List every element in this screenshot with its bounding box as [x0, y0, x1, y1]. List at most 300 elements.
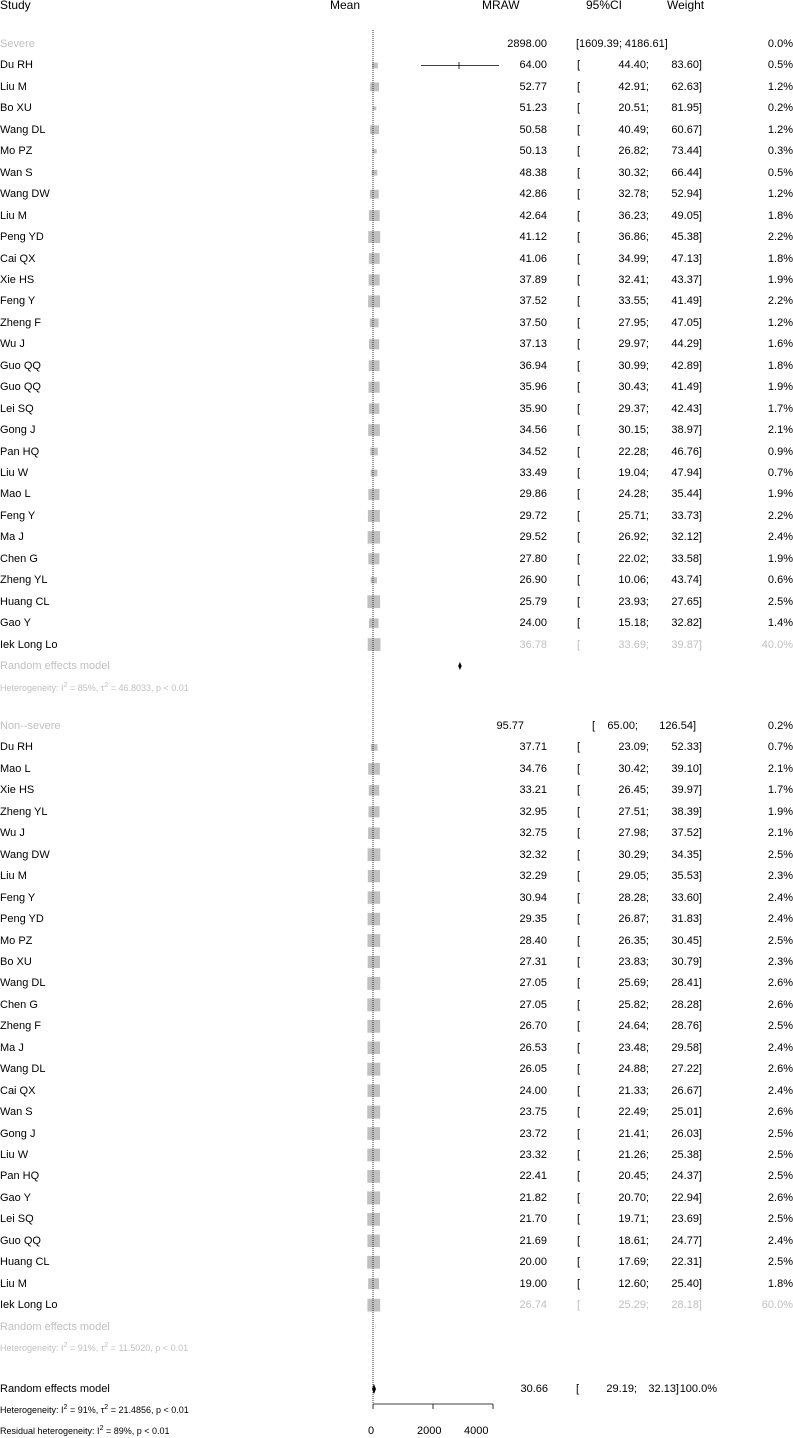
row-1-19-ci-upper: 25.38]	[622, 1149, 702, 1162]
overall-model-label: Random effects model	[0, 1383, 110, 1396]
row-0-22-box	[368, 531, 380, 543]
row-1-11-bracket-open: [	[577, 977, 580, 990]
row-0-20-box	[368, 489, 379, 500]
row-0-25-study: Huang CL	[0, 596, 50, 609]
row-0-9-ci-upper: 47.13]	[622, 253, 702, 266]
row-1-7-bracket-open: [	[577, 892, 580, 905]
row-1-22-box	[367, 1213, 380, 1226]
row-0-17-study: Gong J	[0, 424, 35, 437]
row-0-27-mean: 36.78	[467, 639, 547, 652]
row-0-9-bracket-open: [	[577, 253, 580, 266]
row-1-19-mean: 23.32	[467, 1149, 547, 1162]
row-1-4-weight: 2.1%	[713, 827, 793, 840]
row-1-17-weight: 2.6%	[713, 1106, 793, 1119]
row-1-10-weight: 2.3%	[713, 956, 793, 969]
row-0-9-ci-lower: 34.99;	[569, 253, 649, 266]
row-1-2-bracket-open: [	[577, 784, 580, 797]
row-0-22-ci-upper: 32.12]	[622, 531, 702, 544]
row-0-1-bracket-open: [	[577, 81, 580, 94]
row-1-13-box	[367, 1020, 380, 1033]
row-0-19-ci-upper: 47.94]	[622, 467, 702, 480]
row-1-17-ci-lower: 22.49;	[569, 1106, 649, 1119]
row-1-22-mean: 21.70	[467, 1213, 547, 1226]
row-0-13-ci-lower: 29.97;	[569, 338, 649, 351]
row-1-18-box	[367, 1127, 380, 1140]
row-1-20-box	[367, 1170, 380, 1183]
overall-ci-upper: 32.13]	[599, 1383, 679, 1396]
row-1-0-box	[371, 744, 378, 751]
row-1-2-box	[369, 785, 380, 796]
row-0-22-weight: 2.4%	[713, 531, 793, 544]
row-1-7-mean: 30.94	[467, 892, 547, 905]
row-1-5-ci-upper: 34.35]	[622, 849, 702, 862]
subgroup-summary-lo-1: 65.00;	[558, 720, 638, 733]
row-0-26-mean: 24.00	[467, 617, 547, 630]
row-0-15-ci-lower: 30.43;	[569, 381, 649, 394]
row-0-18-mean: 34.52	[467, 446, 547, 459]
row-0-16-study: Lei SQ	[0, 403, 34, 416]
row-0-2-mean: 51.23	[467, 102, 547, 115]
row-1-17-bracket-open: [	[577, 1106, 580, 1119]
row-1-7-weight: 2.4%	[713, 892, 793, 905]
row-0-20-mean: 29.86	[467, 488, 547, 501]
row-1-19-ci-lower: 21.26;	[569, 1149, 649, 1162]
row-1-16-weight: 2.4%	[713, 1085, 793, 1098]
subgroup-label-1: Non‑‑severe	[0, 720, 61, 733]
row-1-7-box	[368, 891, 380, 903]
subgroup-summary-weight-0: 0.0%	[713, 38, 793, 51]
row-1-25-study: Liu M	[0, 1278, 27, 1291]
row-1-13-study: Zheng F	[0, 1020, 41, 1033]
row-0-7-box	[369, 210, 380, 221]
row-0-12-ci-lower: 27.95;	[569, 317, 649, 330]
row-1-2-study: Xie HS	[0, 784, 34, 797]
subgroup-model-label-0: Random effects model	[0, 660, 110, 673]
row-0-20-ci-lower: 24.28;	[569, 488, 649, 501]
row-1-4-bracket-open: [	[577, 827, 580, 840]
row-0-22-study: Ma J	[0, 531, 24, 544]
row-0-21-box	[368, 510, 380, 522]
row-0-18-ci-lower: 22.28;	[569, 446, 649, 459]
row-1-18-ci-upper: 26.03]	[622, 1128, 702, 1141]
row-0-14-mean: 36.94	[467, 360, 547, 373]
overall-bracket: [	[576, 1383, 579, 1396]
row-0-12-ci-upper: 47.05]	[622, 317, 702, 330]
row-1-12-weight: 2.6%	[713, 999, 793, 1012]
overall-mean: 30.66	[468, 1383, 548, 1396]
row-1-20-mean: 22.41	[467, 1170, 547, 1183]
row-1-25-weight: 1.8%	[713, 1278, 793, 1291]
row-0-10-ci-lower: 32.41;	[569, 274, 649, 287]
row-0-21-bracket-open: [	[577, 510, 580, 523]
row-0-25-bracket-open: [	[577, 596, 580, 609]
row-0-13-ci-upper: 44.29]	[622, 338, 702, 351]
row-0-19-box	[371, 470, 378, 477]
row-1-9-ci-lower: 26.35;	[569, 935, 649, 948]
row-0-25-ci-lower: 23.93;	[569, 596, 649, 609]
row-0-24-weight: 0.6%	[713, 574, 793, 587]
row-0-9-weight: 1.8%	[713, 253, 793, 266]
row-0-13-weight: 1.6%	[713, 338, 793, 351]
row-1-19-study: Liu W	[0, 1149, 28, 1162]
row-0-17-ci-upper: 38.97]	[622, 424, 702, 437]
row-1-9-ci-upper: 30.45]	[622, 935, 702, 948]
row-1-10-ci-lower: 23.83;	[569, 956, 649, 969]
row-0-18-bracket-open: [	[577, 446, 580, 459]
row-0-11-mean: 37.52	[467, 295, 547, 308]
row-0-4-weight: 0.3%	[713, 145, 793, 158]
row-1-1-box	[368, 763, 380, 775]
row-1-11-ci-upper: 28.41]	[622, 977, 702, 990]
row-0-5-weight: 0.5%	[713, 167, 793, 180]
row-0-16-ci-upper: 42.43]	[622, 403, 702, 416]
subgroup-summary-mean-1: 95.77	[444, 720, 524, 733]
row-1-11-ci-lower: 25.69;	[569, 977, 649, 990]
row-0-0-bracket-open: [	[577, 59, 580, 72]
subgroup-diamond-0	[458, 662, 461, 670]
row-1-22-bracket-open: [	[577, 1213, 580, 1226]
row-1-26-mean: 26.74	[467, 1299, 547, 1312]
row-0-3-box	[370, 125, 379, 134]
row-0-15-box	[369, 382, 380, 393]
row-0-3-mean: 50.58	[467, 124, 547, 137]
overall-ci-lower: 29.19;	[557, 1383, 637, 1396]
row-0-18-ci-upper: 46.76]	[622, 446, 702, 459]
row-1-9-weight: 2.5%	[713, 935, 793, 948]
row-0-15-weight: 1.9%	[713, 381, 793, 394]
row-1-22-study: Lei SQ	[0, 1213, 34, 1226]
row-0-23-ci-lower: 22.02;	[569, 553, 649, 566]
row-1-9-bracket-open: [	[577, 935, 580, 948]
row-1-18-mean: 23.72	[467, 1128, 547, 1141]
row-0-27-bracket-open: [	[577, 639, 580, 652]
row-1-19-weight: 2.5%	[713, 1149, 793, 1162]
row-1-18-bracket-open: [	[577, 1128, 580, 1141]
row-0-13-bracket-open: [	[577, 338, 580, 351]
row-0-4-ci-upper: 73.44]	[622, 145, 702, 158]
row-1-20-bracket-open: [	[577, 1170, 580, 1183]
row-0-10-mean: 37.89	[467, 274, 547, 287]
row-1-23-box	[367, 1235, 379, 1247]
row-0-14-ci-upper: 42.89]	[622, 360, 702, 373]
row-0-21-ci-upper: 33.73]	[622, 510, 702, 523]
row-1-8-ci-lower: 26.87;	[569, 913, 649, 926]
row-0-6-box	[370, 190, 379, 199]
row-1-11-weight: 2.6%	[713, 977, 793, 990]
row-0-5-ci-upper: 66.44]	[622, 167, 702, 180]
row-0-17-ci-lower: 30.15;	[569, 424, 649, 437]
row-0-6-study: Wang DW	[0, 188, 50, 201]
row-1-3-bracket-open: [	[577, 806, 580, 819]
row-1-14-bracket-open: [	[577, 1042, 580, 1055]
row-1-20-ci-lower: 20.45;	[569, 1170, 649, 1183]
row-1-2-ci-upper: 39.97]	[622, 784, 702, 797]
row-1-17-study: Wan S	[0, 1106, 33, 1119]
row-0-20-study: Mao L	[0, 488, 31, 501]
row-0-11-ci-upper: 41.49]	[622, 295, 702, 308]
row-0-13-box	[369, 339, 379, 349]
row-0-16-weight: 1.7%	[713, 403, 793, 416]
row-1-2-weight: 1.7%	[713, 784, 793, 797]
row-1-21-ci-upper: 22.94]	[622, 1192, 702, 1205]
row-1-4-study: Wu J	[0, 827, 25, 840]
row-0-26-ci-upper: 32.82]	[622, 617, 702, 630]
row-1-12-ci-lower: 25.82;	[569, 999, 649, 1012]
row-1-18-weight: 2.5%	[713, 1128, 793, 1141]
row-1-7-ci-lower: 28.28;	[569, 892, 649, 905]
row-0-16-bracket-open: [	[577, 403, 580, 416]
row-0-27-study: Iek Long Lo	[0, 639, 58, 652]
row-1-8-mean: 29.35	[467, 913, 547, 926]
row-1-13-bracket-open: [	[577, 1020, 580, 1033]
row-1-26-study: Iek Long Lo	[0, 1299, 58, 1312]
row-1-12-bracket-open: [	[577, 999, 580, 1012]
row-0-7-ci-lower: 36.23;	[569, 210, 649, 223]
row-0-26-box	[369, 618, 379, 628]
row-1-8-bracket-open: [	[577, 913, 580, 926]
row-0-17-bracket-open: [	[577, 424, 580, 437]
row-0-15-bracket-open: [	[577, 381, 580, 394]
row-1-25-box	[368, 1278, 379, 1289]
header-weight: Weight	[667, 0, 704, 12]
row-0-12-study: Zheng F	[0, 317, 41, 330]
overall-residual-heterogeneity: Residual heterogeneity: $I^2 = 89\%$, p < 0.01	[0, 1426, 170, 1437]
row-1-6-mean: 32.29	[467, 870, 547, 883]
row-0-25-weight: 2.5%	[713, 596, 793, 609]
row-0-9-study: Cai QX	[0, 253, 35, 266]
row-0-23-study: Chen G	[0, 553, 38, 566]
row-1-7-ci-upper: 33.60]	[622, 892, 702, 905]
row-1-24-ci-lower: 17.69;	[569, 1256, 649, 1269]
row-0-3-ci-lower: 40.49;	[569, 124, 649, 137]
row-0-1-ci-upper: 62.63]	[622, 81, 702, 94]
header-mraw: MRAW	[482, 0, 520, 12]
row-1-15-ci-lower: 24.88;	[569, 1063, 649, 1076]
row-1-17-ci-upper: 25.01]	[622, 1106, 702, 1119]
row-0-21-mean: 29.72	[467, 510, 547, 523]
row-1-15-ci-upper: 27.22]	[622, 1063, 702, 1076]
row-0-10-weight: 1.9%	[713, 274, 793, 287]
row-1-1-mean: 34.76	[467, 763, 547, 776]
row-1-20-study: Pan HQ	[0, 1170, 39, 1183]
row-1-14-mean: 26.53	[467, 1042, 547, 1055]
row-0-20-weight: 1.9%	[713, 488, 793, 501]
row-1-7-study: Feng Y	[0, 892, 35, 905]
row-0-10-study: Xie HS	[0, 274, 34, 287]
row-1-3-ci-lower: 27.51;	[569, 806, 649, 819]
row-0-25-box	[367, 595, 380, 608]
row-1-5-weight: 2.5%	[713, 849, 793, 862]
row-0-25-mean: 25.79	[467, 596, 547, 609]
row-1-6-ci-lower: 29.05;	[569, 870, 649, 883]
subgroup-summary-ci-0: [1609.39; 4186.61]	[576, 38, 668, 51]
row-1-20-ci-upper: 24.37]	[622, 1170, 702, 1183]
row-0-15-mean: 35.96	[467, 381, 547, 394]
row-1-25-ci-lower: 12.60;	[569, 1278, 649, 1291]
x-tick-label-1: 2000	[417, 1425, 441, 1438]
row-1-21-ci-lower: 20.70;	[569, 1192, 649, 1205]
row-0-0-ci-upper: 83.60]	[622, 59, 702, 72]
row-0-6-ci-upper: 52.94]	[622, 188, 702, 201]
row-1-6-ci-upper: 35.53]	[622, 870, 702, 883]
row-1-24-box	[367, 1256, 380, 1269]
row-1-4-ci-upper: 37.52]	[622, 827, 702, 840]
row-1-10-box	[368, 956, 380, 968]
row-1-14-study: Ma J	[0, 1042, 24, 1055]
row-1-16-ci-lower: 21.33;	[569, 1085, 649, 1098]
row-1-15-study: Wang DL	[0, 1063, 45, 1076]
row-1-25-bracket-open: [	[577, 1278, 580, 1291]
row-1-16-box	[367, 1084, 379, 1096]
row-0-8-weight: 2.2%	[713, 231, 793, 244]
row-1-9-mean: 28.40	[467, 935, 547, 948]
row-1-13-ci-lower: 24.64;	[569, 1020, 649, 1033]
row-1-26-weight: 60.0%	[713, 1299, 793, 1312]
row-1-13-ci-upper: 28.76]	[622, 1020, 702, 1033]
row-0-12-weight: 1.2%	[713, 317, 793, 330]
row-1-21-bracket-open: [	[577, 1192, 580, 1205]
row-0-24-ci-upper: 43.74]	[622, 574, 702, 587]
row-0-2-weight: 0.2%	[713, 102, 793, 115]
row-1-23-mean: 21.69	[467, 1235, 547, 1248]
row-0-17-weight: 2.1%	[713, 424, 793, 437]
row-0-11-study: Feng Y	[0, 295, 35, 308]
subgroup-model-label-1: Random effects model	[0, 1321, 110, 1334]
row-0-26-study: Gao Y	[0, 617, 31, 630]
row-0-6-weight: 1.2%	[713, 188, 793, 201]
row-1-16-bracket-open: [	[577, 1085, 580, 1098]
row-1-0-ci-lower: 23.09;	[569, 741, 649, 754]
row-0-24-mean: 26.90	[467, 574, 547, 587]
row-0-0-box	[372, 63, 378, 69]
row-0-13-study: Wu J	[0, 338, 25, 351]
row-1-4-ci-lower: 27.98;	[569, 827, 649, 840]
row-1-5-mean: 32.32	[467, 849, 547, 862]
row-1-0-weight: 0.7%	[713, 741, 793, 754]
row-0-2-ci-lower: 20.51;	[569, 102, 649, 115]
row-0-20-ci-upper: 35.44]	[622, 488, 702, 501]
row-1-10-bracket-open: [	[577, 956, 580, 969]
row-1-12-box	[367, 998, 380, 1011]
row-0-22-ci-lower: 26.92;	[569, 531, 649, 544]
row-0-8-bracket-open: [	[577, 231, 580, 244]
row-0-9-mean: 41.06	[467, 253, 547, 266]
row-0-9-box	[369, 253, 380, 264]
row-0-26-ci-lower: 15.18;	[569, 617, 649, 630]
row-1-9-box	[367, 934, 380, 947]
subgroup-summary-hi-1: 126.54]	[616, 720, 696, 733]
row-1-3-mean: 32.95	[467, 806, 547, 819]
row-1-18-study: Gong J	[0, 1128, 35, 1141]
row-0-19-bracket-open: [	[577, 467, 580, 480]
row-0-24-study: Zheng YL	[0, 574, 48, 587]
row-1-22-ci-upper: 23.69]	[622, 1213, 702, 1226]
row-0-15-ci-upper: 41.49]	[622, 381, 702, 394]
row-0-24-bracket-open: [	[577, 574, 580, 587]
row-0-3-study: Wang DL	[0, 124, 45, 137]
header-ci: 95%CI	[586, 0, 622, 12]
row-1-22-ci-lower: 19.71;	[569, 1213, 649, 1226]
row-1-4-box	[368, 827, 380, 839]
row-1-12-mean: 27.05	[467, 999, 547, 1012]
row-1-21-box	[367, 1191, 380, 1204]
row-0-18-study: Pan HQ	[0, 446, 39, 459]
row-0-8-mean: 41.12	[467, 231, 547, 244]
row-1-24-study: Huang CL	[0, 1256, 50, 1269]
row-0-8-study: Peng YD	[0, 231, 44, 244]
row-0-21-weight: 2.2%	[713, 510, 793, 523]
row-0-16-box	[369, 403, 380, 414]
row-1-25-mean: 19.00	[467, 1278, 547, 1291]
row-0-27-box	[368, 638, 381, 651]
row-1-5-ci-lower: 30.29;	[569, 849, 649, 862]
row-0-4-mean: 50.13	[467, 145, 547, 158]
row-0-27-ci-lower: 33.69;	[569, 639, 649, 652]
row-0-12-box	[370, 318, 379, 327]
row-0-5-ci-lower: 30.32;	[569, 167, 649, 180]
row-1-5-box	[368, 848, 381, 861]
row-0-1-study: Liu M	[0, 81, 27, 94]
row-0-17-mean: 34.56	[467, 424, 547, 437]
row-1-26-bracket-open: [	[577, 1299, 580, 1312]
row-0-18-weight: 0.9%	[713, 446, 793, 459]
row-1-2-ci-lower: 26.45;	[569, 784, 649, 797]
row-0-24-box	[371, 577, 377, 583]
row-0-24-ci-lower: 10.06;	[569, 574, 649, 587]
row-1-26-ci-upper: 28.18]	[622, 1299, 702, 1312]
row-0-14-bracket-open: [	[577, 360, 580, 373]
row-0-11-bracket-open: [	[577, 295, 580, 308]
row-0-2-bracket-open: [	[577, 102, 580, 115]
row-0-10-bracket-open: [	[577, 274, 580, 287]
row-0-1-box	[370, 82, 379, 91]
row-0-4-study: Mo PZ	[0, 145, 32, 158]
row-1-16-ci-upper: 26.67]	[622, 1085, 702, 1098]
row-1-12-ci-upper: 28.28]	[622, 999, 702, 1012]
row-1-3-box	[368, 806, 379, 817]
row-1-21-weight: 2.6%	[713, 1192, 793, 1205]
row-0-26-weight: 1.4%	[713, 617, 793, 630]
row-1-26-box	[367, 1299, 380, 1312]
row-1-4-mean: 32.75	[467, 827, 547, 840]
row-1-5-study: Wang DW	[0, 849, 50, 862]
row-0-7-weight: 1.8%	[713, 210, 793, 223]
row-0-7-bracket-open: [	[577, 210, 580, 223]
row-0-16-ci-lower: 29.37;	[569, 403, 649, 416]
row-1-1-bracket-open: [	[577, 763, 580, 776]
row-0-5-bracket-open: [	[577, 167, 580, 180]
row-1-23-ci-lower: 18.61;	[569, 1235, 649, 1248]
row-0-10-box	[369, 274, 380, 285]
row-0-7-study: Liu M	[0, 210, 27, 223]
row-1-23-weight: 2.4%	[713, 1235, 793, 1248]
x-tick-label-2: 4000	[464, 1425, 488, 1438]
row-1-25-ci-upper: 25.40]	[622, 1278, 702, 1291]
row-1-10-mean: 27.31	[467, 956, 547, 969]
row-0-19-weight: 0.7%	[713, 467, 793, 480]
row-1-16-study: Cai QX	[0, 1085, 35, 1098]
row-1-20-weight: 2.5%	[713, 1170, 793, 1183]
row-1-15-mean: 26.05	[467, 1063, 547, 1076]
row-0-11-box	[368, 295, 380, 307]
row-1-0-mean: 37.71	[467, 741, 547, 754]
overall-weight: 100.0%	[637, 1383, 717, 1396]
row-0-23-ci-upper: 33.58]	[622, 553, 702, 566]
row-0-17-box	[368, 424, 380, 436]
row-1-24-mean: 20.00	[467, 1256, 547, 1269]
row-1-8-ci-upper: 31.83]	[622, 913, 702, 926]
subgroup-summary-weight-1: 0.2%	[713, 720, 793, 733]
